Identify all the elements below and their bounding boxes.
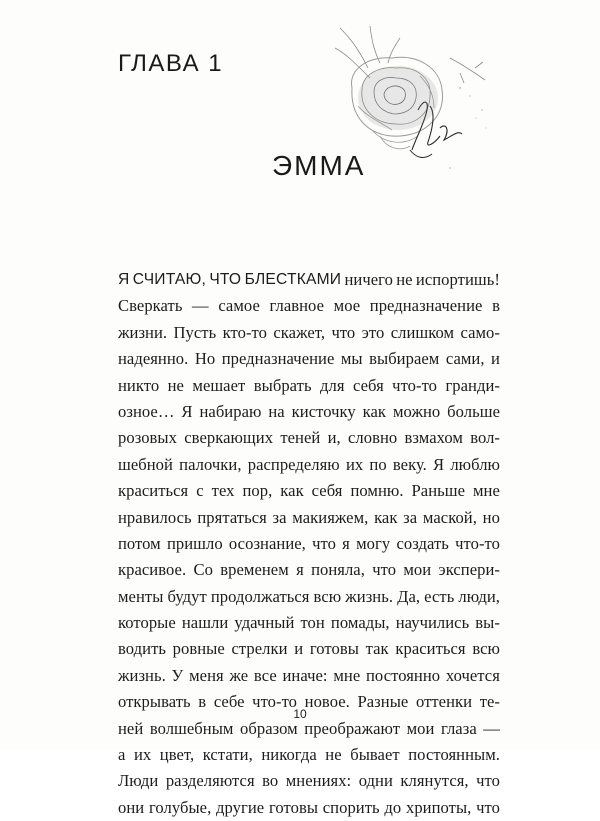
- text-line: открывать в себе что-то новое. Разные оттенки те-: [118, 692, 500, 712]
- text-line: они голубые, другие готовы спорить до хрипоты, что: [118, 797, 500, 817]
- text-line: надеянно. Но предназначение мы выбираем сами, и: [118, 349, 500, 369]
- text-line: менты будут продолжаться всю жизнь. Да, есть люди,: [118, 586, 500, 606]
- text-line: водить ровные стрелки и готовы так краситься всю: [118, 639, 500, 659]
- text-line: розовых сверкающих теней и, словно взмахом вол-: [118, 428, 500, 448]
- text-line: никто не мешает выбрать для себя что-то гранди-: [118, 375, 500, 395]
- text-line: жизнь. У меня же все иначе: мне постоянно хочется: [118, 665, 500, 685]
- text-line: нравилось прятаться за макияжем, как за маской, но: [118, 507, 500, 527]
- text-line: Я СЧИТАЮ, ЧТО БЛЕСТКАМИ ничего не испортишь!: [118, 270, 500, 289]
- text-line: красивое. Со временем я поняла, что мои экспери-: [118, 560, 500, 580]
- text-line: жизни. Пусть кто-то скажет, что это слишком само-: [118, 322, 500, 342]
- text-line: Сверкать — самое главное мое предназначение в: [118, 296, 500, 316]
- text-line: шебной палочки, распределяю их по веку. Я люблю: [118, 454, 500, 474]
- text-line: Люди разделяются во мнениях: одни клянутся, что: [118, 771, 500, 791]
- text-line: а их цвет, кстати, никогда не бывает постоянным.: [118, 745, 500, 765]
- body-text: [118, 267, 500, 821]
- text-line: озное… Я набираю на кисточку как можно больше: [118, 401, 500, 421]
- text-line: которые нашли удачный тон помады, научились вы-: [118, 613, 500, 633]
- chapter-title: ЭММА: [272, 150, 366, 181]
- text-line: краситься с тех пор, как себя помню. Раньше мне: [118, 481, 500, 501]
- chapter-label: ГЛАВА 1: [118, 50, 224, 77]
- text-line: потом пришло осознание, что я могу создать что-то: [118, 533, 500, 553]
- text-line: ней волшебным образом преображают мои глаза —: [118, 718, 500, 738]
- page-number: 10: [293, 707, 307, 721]
